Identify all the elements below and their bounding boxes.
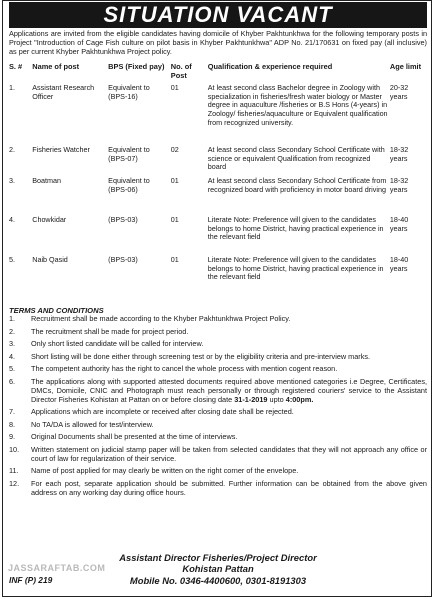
term-number: 4. bbox=[9, 351, 16, 361]
cell-age: 18-40 years bbox=[389, 255, 409, 273]
term-text: No TA/DA is allowed for test/interview. bbox=[31, 419, 154, 429]
term-text: Only short listed candidate will be called for interview. bbox=[31, 339, 204, 348]
cell-qual: At least second class Secondary School Certificate from recognized board with proficiency in motor board driving bbox=[207, 176, 387, 194]
cell-qual: Literate Note: Preference will given to the candidates belongs to home District, having practical experience in the relevant field bbox=[207, 215, 384, 242]
cell-bps: Equivalent to (BPS-06) bbox=[108, 176, 150, 194]
table-row bbox=[9, 216, 427, 256]
cell-name: Chowkidar bbox=[32, 215, 67, 225]
cell-qual: At least second class Secondary School Certificate with science or equivalent Qualification from recognized board bbox=[207, 145, 385, 172]
term-text: The applications along with supported attested documents required above mentioned categories i.e Degree, Certificates, DMCs, Domicile, CNIC and Photograph must reach personally or through registered couriers' service to the Assistant Director Fisheries Kohistan at Pattan on or before closing date bbox=[31, 376, 427, 404]
cell-no: 02 bbox=[170, 145, 179, 155]
list-item bbox=[9, 432, 427, 441]
header-name: Name of post bbox=[32, 62, 80, 71]
cell-bps: Equivalent to (BPS-07) bbox=[108, 145, 150, 163]
terms-heading: TERMS AND CONDITIONS bbox=[9, 306, 104, 315]
term-number: 5. bbox=[9, 364, 16, 373]
term-number: 9. bbox=[9, 432, 16, 441]
closing-time: 4:00pm. bbox=[285, 394, 314, 404]
header-qual: Qualification & experience required bbox=[207, 62, 333, 71]
list-item bbox=[9, 445, 427, 463]
list-item bbox=[9, 420, 427, 429]
term-text: Name of post applied for may clearly be written on the right corner of the envelope. bbox=[31, 466, 299, 475]
list-item bbox=[9, 314, 427, 323]
list-item bbox=[9, 339, 427, 348]
cell-no: 01 bbox=[170, 83, 179, 93]
term-text: For each post, separate application should be submitted. Further information can be obtained from the above given address on any working day during office hours. bbox=[31, 478, 427, 497]
term-number: 3. bbox=[9, 339, 16, 348]
page-title: SITUATION VACANT bbox=[9, 2, 427, 28]
table-row bbox=[9, 256, 427, 296]
cell-name: Naib Qasid bbox=[32, 255, 68, 265]
closing-upto: upto bbox=[269, 394, 284, 404]
signature-location: Kohistan Pattan bbox=[182, 563, 254, 574]
header-no: No. of Post bbox=[170, 62, 192, 80]
header-age: Age limit bbox=[389, 62, 422, 71]
cell-no: 01 bbox=[170, 215, 179, 225]
term-text: Applications which are incomplete or received after closing date shall be rejected. bbox=[31, 407, 294, 416]
list-item bbox=[9, 352, 427, 361]
cell-age: 20-32 years bbox=[389, 83, 409, 101]
cell-age: 18-32 years bbox=[389, 145, 409, 163]
cell-sno: 4. bbox=[9, 215, 15, 225]
contact-mobile: Mobile No. 0346-4400600, 0301-8191303 bbox=[129, 575, 307, 586]
cell-sno: 5. bbox=[9, 255, 15, 265]
term-number: 7. bbox=[9, 407, 16, 416]
cell-name: Assistant Research Officer bbox=[32, 83, 95, 101]
term-text: The competent authority has the right to cancel the whole process with mention cogent reason. bbox=[31, 364, 338, 373]
cell-bps: (BPS-03) bbox=[108, 215, 138, 225]
cell-name: Fisheries Watcher bbox=[32, 145, 90, 155]
cell-no: 01 bbox=[170, 176, 179, 186]
cell-sno: 3. bbox=[9, 176, 15, 186]
header-bps: BPS (Fixed pay) bbox=[108, 62, 165, 71]
list-item bbox=[9, 364, 427, 373]
inf-code: INF (P) 219 bbox=[9, 575, 53, 585]
list-item bbox=[9, 377, 427, 404]
term-text: Recruitment shall be made according to the Khyber Pakhtunkhwa Project Policy. bbox=[31, 314, 291, 323]
cell-sno: 1. bbox=[9, 83, 15, 93]
posts-table bbox=[9, 63, 427, 296]
list-item bbox=[9, 479, 427, 497]
term-number: 1. bbox=[9, 314, 16, 323]
table-header-row bbox=[9, 63, 427, 84]
cell-bps: Equivalent to (BPS-16) bbox=[108, 83, 150, 101]
term-number: 6. bbox=[9, 376, 16, 386]
cell-no: 01 bbox=[170, 255, 179, 265]
term-text: The recruitment shall be made for project period. bbox=[31, 326, 189, 336]
list-item bbox=[9, 466, 427, 475]
term-text: Short listing will be done either through screening test or by the eligibility criteria and pre-interview marks. bbox=[31, 351, 371, 361]
cell-name: Boatman bbox=[32, 176, 62, 186]
cell-sno: 2. bbox=[9, 145, 15, 155]
signature-title: Assistant Director Fisheries/Project Director bbox=[119, 552, 317, 563]
list-item bbox=[9, 327, 427, 336]
term-text: Written statement on judicial stamp paper will be taken from selected candidates that they will not approach any office or court of law for regularization of their service. bbox=[31, 444, 427, 463]
term-text: Original Documents shall be presented at the time of interviews. bbox=[31, 432, 238, 441]
list-item bbox=[9, 407, 427, 416]
cell-bps: (BPS-03) bbox=[108, 255, 138, 265]
term-number: 12. bbox=[9, 478, 20, 488]
intro-paragraph: Applications are invited from the eligible candidates having domicile of Khyber Pakhtunkhwa for the following temporary posts in Project "Introduction of Cage Fish culture on pilot basis in Khyber Pakhtunkhwa" ADP No. 21/170631 on fixed pay (all inclusive) as per current Khyber Pakhtunkhwa Project policy. bbox=[9, 29, 427, 57]
cell-age: 18-40 years bbox=[389, 215, 409, 233]
cell-age: 18-32 years bbox=[389, 176, 409, 194]
cell-qual: At least second class Bachelor degree in Zoology with specialization in fisheries/fresh water biology or Master degree in aquaculture /fisheries or B.S Hons (4-years) in Zoology/ fisheries/aquaculture or Equivalent qualification from recognized university. bbox=[207, 83, 388, 127]
term-number: 8. bbox=[9, 419, 16, 429]
term-number: 11. bbox=[9, 466, 19, 475]
cell-qual: Literate Note: Preference will given to the candidates belongs to home District, having practical experience in the relevant field bbox=[207, 255, 384, 282]
terms-list bbox=[9, 314, 427, 500]
header-sno: S. # bbox=[9, 62, 23, 71]
table-row bbox=[9, 84, 427, 146]
closing-date: 31-1-2019 bbox=[234, 394, 268, 404]
table-row bbox=[9, 146, 427, 177]
table-row bbox=[9, 177, 427, 216]
watermark: JASSARAFTAB.COM bbox=[8, 563, 106, 573]
term-number: 2. bbox=[9, 326, 16, 336]
term-number: 10. bbox=[9, 444, 20, 454]
